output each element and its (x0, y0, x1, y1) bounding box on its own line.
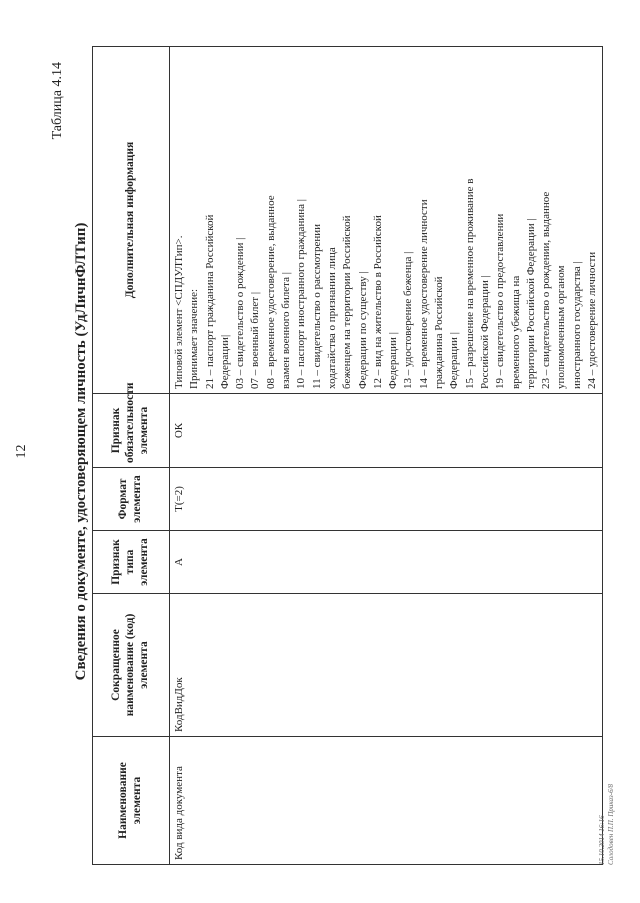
info-line: 07 – военный билет | (249, 291, 262, 389)
info-line: Федерации | (387, 332, 400, 389)
table-caption: Сведения о документе, удостоверяющем личность (УдЛичнФЛТип) (73, 222, 89, 681)
cell-code: КодВидДок (170, 594, 603, 737)
cell-additional-info (170, 47, 603, 394)
cell-format: T(=2) (170, 468, 603, 531)
table-number: Таблица 4.14 (50, 62, 65, 140)
info-line: уполномоченным органом (555, 265, 568, 389)
stamp-line: Солодовен П.П. Приказ-6/8 (607, 783, 615, 865)
info-line: беженцем на территории Российской (341, 215, 354, 389)
cell-required: ОК (170, 394, 603, 468)
info-line: 23 – свидетельство о рождении, выданное (540, 191, 553, 389)
header-element-code: Сокращенное наименование (код) элемента (93, 594, 170, 737)
info-line: ходатайства о признании лица (325, 247, 338, 389)
table-row (170, 47, 603, 865)
info-line: Российской Федерации | (478, 275, 491, 389)
header-element-format: Формат элемента (93, 468, 170, 531)
info-line: 14 – временное удостоверение личности (417, 199, 430, 389)
info-line: Типовой элемент <СПДУЛТип>. (173, 235, 185, 389)
header-element-required: Признак обязательности элемента (93, 394, 170, 468)
info-line: Федерации по существу | (356, 271, 369, 389)
info-line: гражданина Российской (433, 276, 446, 389)
page-number: 12 (14, 444, 29, 459)
info-line: Федерации| (218, 334, 231, 389)
info-line: иностранного государства | (570, 261, 583, 389)
info-line: 11 – свидетельство о рассмотрении (310, 224, 323, 389)
info-line: 03 – свидетельство о рождении | (234, 237, 247, 389)
info-line: Федерации | (448, 332, 461, 389)
info-line: 19 – свидетельство о предоставлении (494, 213, 507, 389)
header-element-name: Наименование элемента (93, 737, 170, 865)
stamp-line: 15.10.2014 16:16 (598, 815, 606, 865)
header-element-type: Признак типа элемента (93, 531, 170, 594)
table-header-row (93, 47, 170, 865)
info-line: 08 – временное удостоверение, выданное (264, 195, 277, 389)
elements-table (92, 46, 603, 865)
info-line: 15 – разрешение на временное проживание в (463, 178, 476, 389)
cell-type: А (170, 531, 603, 594)
info-line: 21 – паспорт гражданина Российской (203, 214, 216, 389)
info-line: взамен военного билета | (280, 272, 293, 389)
info-line: 12 – вид на жительство в Российской (371, 215, 384, 389)
info-line: территории Российской Федерации | (524, 218, 537, 389)
info-line: Принимает значение: (188, 288, 201, 389)
info-line: временного убежища на (509, 275, 522, 389)
info-line: 13 – удостоверение беженца | (402, 251, 415, 389)
info-line: 24 – удостоверение личности (586, 251, 599, 389)
cell-name: Код вида документа (170, 737, 603, 865)
registration-stamp (598, 784, 616, 865)
header-additional-info: Дополнительная информация (93, 47, 170, 394)
info-line: 10 – паспорт иностранного гражданина | (295, 199, 308, 389)
